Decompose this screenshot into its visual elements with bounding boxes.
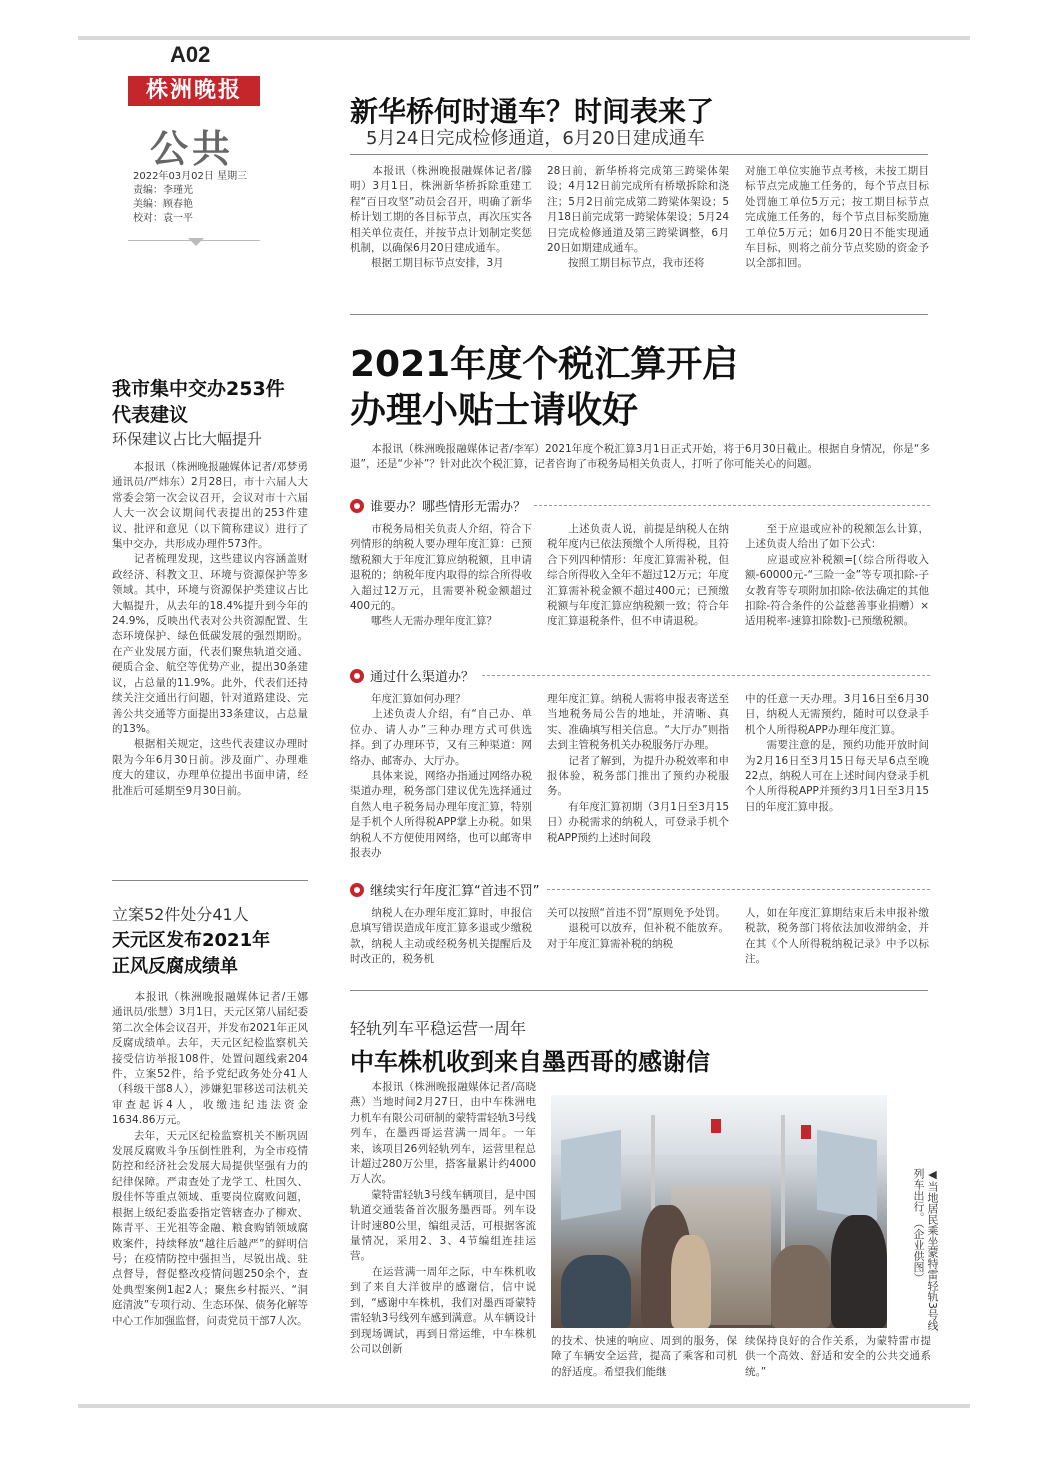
masthead-logo: 株洲晚报 [128, 76, 260, 106]
photo-caption: ◀当地居民乘坐蒙特雷轻轨3号线列车出行。（企业供图） [912, 1168, 939, 1331]
article2-q1-col2: 上述负责人说，前提是纳税人在纳税年度内已依法预缴个人所得税，且符合下列四种情形：年度汇算需补税，但综合所得收入全年不超过12万元；年度汇算需补税金额不超过400元；已预缴税额与年度汇算应纳税额一致；符合年度汇算退税条件，但不申请退税。 [547, 523, 729, 628]
article2-title-line2: 办理小贴士请收好 [350, 390, 639, 431]
photo-window-left [561, 1130, 621, 1221]
side2-body: 本报讯（株洲晚报融媒体记者/王娜 通讯员/张慧）3月1日，天元区第八届纪委第二次全体会议召开，并发布2021年正风反腐成绩单。去年，天元区纪检监察机关接受信访举报108件，处置问题线索204件，立案52件，给予党纪政务处分41人（科级干部8人），涉嫌犯罪移送司法机关审查起诉4人，收缴违纪违法资金1634.86万元。 去年，天元区纪检监察机关不断巩固发展反腐败斗争压倒性胜利，为全市疫情防控和经济社会发展大局提供坚强有力的纪律保障。严肃查处了龙学工、杜国久、殷佳怀等重点领域、重要岗位腐败问题，根据上级纪委监委指定管辖查办了柳欢、陈青平、王光祖等金融、粮食购销领域腐败案件，持续释放“越往后越严”的鲜明信号；在疫情防控中强担当，尽锐出战、驻点督导，督促整改疫情问题250余个，查处典型案例1起2人；聚焦乡村振兴、“洞庭清波”专项行动、生态环保、债务化解等中心工作加强监督，问责党员干部7人次。 [112, 991, 308, 1327]
editor: 责编：李瑾光 [133, 185, 193, 196]
photo-passenger [831, 1215, 887, 1328]
article2-title-line1: 2021年度个税汇算开启 [350, 344, 739, 385]
article2-q1-col1: 市税务局相关负责人介绍，符合下列情形的纳税人要办理年度汇算：已预缴税额大于年度汇算应纳税额，且申请退税的；纳税年度内取得的综合所得收入超过12万元，且需要补税金额超过400元的。 哪些人无需办理年度汇算？ [350, 523, 532, 628]
meta-arrow [188, 238, 204, 246]
heading-rule [482, 675, 930, 677]
article3-col3: 续保持良好的合作关系，为蒙特雷市提供一个高效、舒适和安全的公共交通系统。” [745, 1335, 931, 1378]
photo-window-right [817, 1130, 877, 1221]
article2-q3-col3: 人，如在年度汇算期结束后未申报补缴税款，税务部门将依法加收滞纳金，并在其《个人所得税纳税记录》中予以标注。 [745, 907, 929, 966]
side2-title-line1: 天元区发布2021年 [112, 930, 271, 951]
proofreader: 校对：袁一平 [133, 213, 193, 224]
photo-handle [801, 1125, 811, 1139]
article2-q3-text: 继续实行年度汇算“首违不罚” [370, 884, 540, 899]
article2-top-divider [350, 314, 928, 315]
article1-col2: 28日前，新华桥将完成第三跨梁体架设；4月12日前完成所有桥墩拆除和浇注；5月2日前完成第二跨梁体架设；5月18日前完成第一跨梁体架设；5月24日完成检修通道及第三跨梁调整，6月20日如期建成通车。 按照工期目标节点，我市还将 [547, 165, 729, 270]
article1-col3: 对施工单位实施节点考核，未按工期目标节点完成施工任务的，每个节点目标处罚施工单位5万元；按工期目标节点完成施工任务的，每个节点目标奖励施工单位5万元；如6月20日不能实现通车目标，则将之前分节点奖励的资金予以全部扣回。 [745, 165, 929, 270]
article3-kicker: 轻轨列车平稳运营一周年 [350, 1019, 527, 1038]
train-interior-photo [551, 1095, 887, 1328]
article2-q2-col1: 年度汇算如何办理？ 上述负责人介绍，有“自己办、单位办、请人办”三种办理方式可供选择。到了办理环节，又有三种渠道：网络办、邮寄办、大厅办。 具体来说，网络办指通过网络办税渠道办理，税务部门建议优先选择通过自然人电子税务局办理年度汇算，特别是手机个人所得税APP掌上办税。如果纳税人不方便使用网络，也可以邮寄申报表办 [350, 693, 532, 860]
article2-q1-heading [350, 496, 930, 515]
article2-q3-heading [350, 880, 930, 899]
article2-q2-text: 通过什么渠道办？ [370, 670, 475, 685]
side1-subtitle: 环保建议占比大幅提升 [112, 430, 263, 448]
article3-title: 中车株机收到来自墨西哥的感谢信 [350, 1048, 710, 1076]
article2-q2-heading [350, 666, 930, 685]
side1-body: 本报讯（株洲晚报融媒体记者/邓梦勇 通讯员/严炜东）2月28日，市十六届人大常委会第一次会议召开，会议对市十六届人大一次会议期间代表提出的253件建议、批评和意见（以下简称建议）进行了集中交办，共形成办理件573件。 记者梳理发现，这些建议内容涵盖财政经济、科教文卫、环境与资源保护等多领域。其中，环境与资源保护类建议占比大幅提升，从去年的18.4%提升到今年的24.9%，反映出代表对公共资源配置、生态环境保护、绿色低碳发展的强烈期盼。在产业发展方面，代表们聚焦轨道交通、硬质合金、航空等优势产业，提出30条建议，占总量的11.9%。此外，代表们还持续关注交通出行问题，针对道路建设、完善公共交通等方面提出33条建议，占总量的13%。 根据相关规定，这些代表建议办理时限为今年6月30日前。涉及面广、办理难度大的建议，办理单位提出书面申请，经批准后可延期至9月30日前。 [112, 461, 308, 797]
article3-col2: 的技术、快速的响应、周到的服务，保障了车辆安全运营，提高了乘客和司机的舒适度。希望我们能继 [551, 1335, 737, 1378]
heading-rule [547, 889, 930, 891]
side2-kicker: 立案52件处分41人 [112, 905, 249, 924]
article1-divider [350, 154, 928, 155]
side2-title-line2: 正风反腐成绩单 [112, 956, 238, 977]
side-divider [112, 880, 308, 881]
article2-q1-col3: 至于应退或应补的税额怎么计算，上述负责人给出了如下公式： 应退或应补税额=[（综合所得收入额-60000元-“三险一金”等专项扣除-子女教育等专项附加扣除-依法确定的其他扣除-符合条件的公益慈善事业捐赠）×适用税率-速算扣除数]-已预缴税额。 [745, 523, 929, 628]
article1-col1: 本报讯（株洲晚报融媒体记者/滕明）3月1日，株洲新华桥拆除重建工程“百日攻坚”动员会召开，明确了新华桥计划工期的各目标节点，再次压实各相关单位责任，并按节点计划制定奖惩机制，以确保6月20日建成通车。 根据工期目标节点安排，3月 [350, 165, 532, 270]
bullet-icon [350, 499, 364, 513]
article2-q1-text: 谁要办？哪些情形无需办？ [370, 500, 527, 515]
issue-date: 2022年03月02日 星期三 [133, 171, 248, 182]
side1-title-line1: 我市集中交办253件 [112, 378, 285, 400]
photo-passenger [771, 1245, 831, 1328]
article2-q3-col1: 纳税人在办理年度汇算时，申报信息填写错误造成年度汇算多退或少缴税款，纳税人主动或经税务机关提醒后及时改正的，税务机 [350, 907, 532, 966]
side1-title-line2: 代表建议 [112, 404, 189, 426]
article1-title: 新华桥何时通车？时间表来了 [350, 95, 715, 128]
top-rule [78, 36, 970, 40]
heading-rule [534, 505, 930, 507]
article2-q3-col2: 关可以按照“首违不罚”原则免予处罚。 退税可以放弃，但补税不能放弃。对于年度汇算需补税的纳税 [547, 907, 729, 950]
bottom-rule [78, 1404, 970, 1408]
page-number: A02 [170, 42, 211, 67]
section-title: 公共 [150, 126, 235, 171]
article2-intro: 本报讯（株洲晚报融媒体记者/李军）2021年度个税汇算3月1日正式开始，将于6月30日截止。根据自身情况，你是“多退”，还是“少补”？针对此次个税汇算，记者咨询了市税务局相关负责人，打听了你可能关心的问题。 [350, 443, 930, 471]
article3-col1: 本报讯（株洲晚报融媒体记者/高晓燕）当地时间2月27日，由中车株洲电力机车有限公司研制的蒙特雷轻轨3号线列车，在墨西哥运营满一周年。一年来，该项目26列轻轨列车，运营里程总计超过280万公里，搭客量累计约4000万人次。 蒙特雷轻轨3号线车辆项目，是中国轨道交通装备首次服务墨西哥。列车设计时速80公里，编组灵活，可根据客流量情况，采用2、3、4节编组连挂运营。 在运营满一周年之际，中车株机收到了来自大洋彼岸的感谢信，信中说到，“感谢中车株机，我们对墨西哥蒙特雷轻轨3号线列车感到满意。从车辆设计到现场调试，再到日常运维，中车株机公司以创新 [350, 1081, 536, 1355]
photo-passenger [671, 1235, 711, 1328]
article2-q2-col3: 中的任意一天办理。3月16日至6月30日，纳税人无需预约，随时可以登录手机个人所得税APP办理年度汇算。 需要注意的是，预约功能开放时间为2月16日至3月15日每天早6点至晚22点，纳税人可在上述时间内登录手机个人所得税APP并预约3月1日至3月15日的年度汇算申报。 [745, 693, 929, 813]
article2-q2-col2: 理年度汇算。纳税人需将申报表寄送至当地税务局公告的地址，并清晰、真实、准确填写相关信息。“大厅办”则指去到主管税务机关办税服务厅办理。 记者了解到，为提升办税效率和申报体验，税务部门推出了预约办税服务。 有年度汇算初期（3月1日至3月15日）办税需求的纳税人，可登录手机个税APP预约上述时间段 [547, 693, 729, 844]
bullet-icon [350, 883, 364, 897]
article1-subtitle: 5月24日完成检修通道，6月20日建成通车 [366, 128, 705, 149]
bullet-icon [350, 669, 364, 683]
photo-handle [711, 1119, 721, 1133]
designer: 美编：顾春艳 [133, 199, 193, 210]
article3-top-divider [350, 990, 928, 991]
photo-passenger [561, 1255, 631, 1328]
